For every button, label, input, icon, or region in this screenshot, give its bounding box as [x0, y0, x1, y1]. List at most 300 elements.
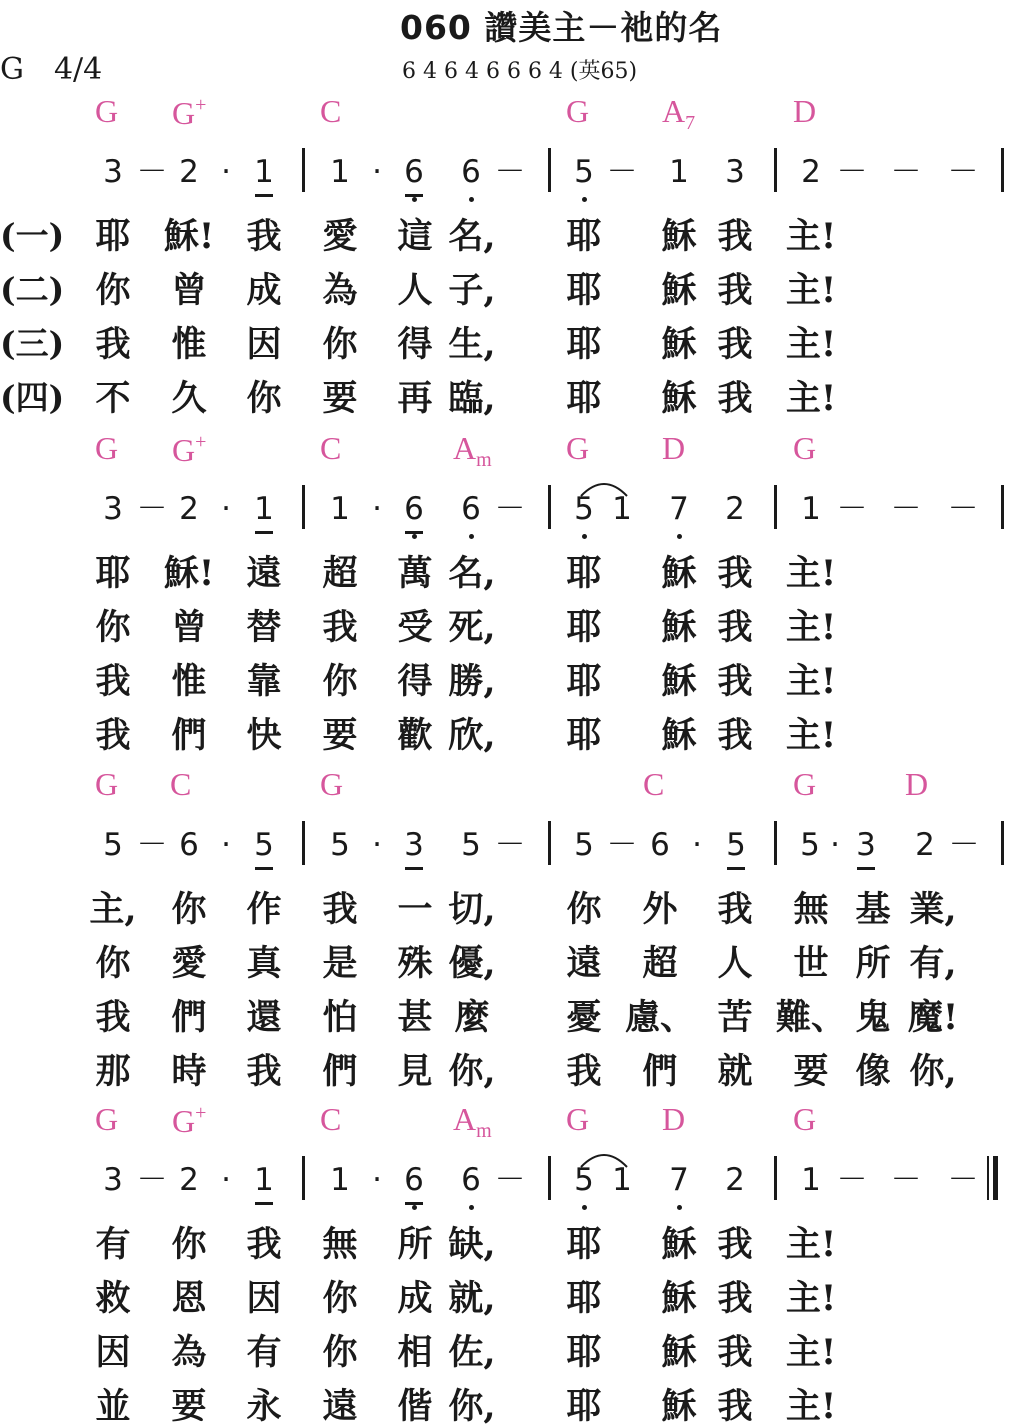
lyric-char: 得 [397, 324, 433, 365]
lyric-char: 你 [171, 889, 207, 930]
low-octave-dot [469, 534, 474, 539]
verse-label: (二) [0, 270, 65, 309]
lyric-char: 靠 [246, 661, 282, 702]
lyric-char: 我 [717, 216, 753, 257]
lyric-char: 耶 [95, 216, 131, 257]
lyric-char: 穌! [163, 216, 215, 257]
jianpu-note: 1 [612, 491, 632, 527]
chord-symbol: $A_7$ [662, 93, 696, 134]
lyric-char: 遠 [322, 1386, 358, 1427]
jianpu-note: － [136, 154, 168, 190]
lyric-char: 受 [397, 607, 433, 648]
jianpu-note: 2 [179, 154, 199, 190]
lyric-char: 就, [448, 1278, 496, 1319]
jianpu-note: 1 [330, 491, 350, 527]
chord-symbol: D [662, 1101, 686, 1137]
low-octave-dot [582, 1205, 587, 1210]
lyric-char: 歡 [397, 715, 433, 756]
jianpu-note: 1 [669, 154, 689, 190]
jianpu-note: － [836, 154, 868, 190]
lyric-char: 為 [322, 270, 358, 311]
lyric-char: 人 [397, 270, 433, 311]
lyric-char: 我 [95, 715, 131, 756]
chord-symbol: G [566, 93, 590, 129]
barline [1001, 485, 1004, 529]
lyric-char: 我 [717, 661, 753, 702]
lyric-char: 難、 [775, 997, 847, 1038]
slur-mark [578, 478, 630, 498]
lyric-char: 欣, [448, 715, 496, 756]
lyric-char: 替 [246, 607, 282, 648]
barline [302, 821, 305, 865]
lyric-char: 主! [785, 1278, 837, 1319]
lyric-char: 遠 [566, 943, 602, 984]
lyric-char: 我 [95, 997, 131, 1038]
jianpu-note: － [890, 154, 922, 190]
jianpu-note: · [221, 154, 231, 190]
key-time-signature: G 4/4 [0, 52, 103, 87]
chord-symbol: G [566, 1101, 590, 1137]
lyric-char: 穌 [661, 1332, 697, 1373]
lyric-char: 耶 [566, 661, 602, 702]
chord-symbol: C [320, 1101, 342, 1137]
barline [774, 485, 777, 529]
lyric-char: 是 [322, 943, 358, 984]
jianpu-note: 7 [669, 1162, 689, 1198]
jianpu-note: － [494, 154, 526, 190]
lyric-char: 這 [397, 216, 433, 257]
jianpu-note: － [136, 827, 168, 863]
note-underline [405, 867, 423, 870]
low-octave-dot [677, 534, 682, 539]
lyric-char: 穌 [661, 270, 697, 311]
lyric-char: 惟 [171, 661, 207, 702]
jianpu-note: 1 [801, 1162, 821, 1198]
lyric-char: 我 [322, 889, 358, 930]
lyric-char: 我 [566, 1051, 602, 1092]
lyric-char: 耶 [566, 1278, 602, 1319]
lyric-char: 曾 [171, 607, 207, 648]
lyric-char: 外 [642, 889, 678, 930]
lyric-char: 穌! [163, 553, 215, 594]
jianpu-note: 5 [800, 827, 820, 863]
jianpu-note: 2 [725, 1162, 745, 1198]
lyric-char: 我 [717, 378, 753, 419]
jianpu-note: － [947, 491, 979, 527]
jianpu-note: － [494, 491, 526, 527]
jianpu-note: 2 [179, 491, 199, 527]
lyric-char: 名, [448, 553, 496, 594]
lyric-char: 我 [717, 1224, 753, 1265]
lyric-char: 時 [171, 1051, 207, 1092]
lyric-char: 鬼 [855, 997, 891, 1038]
barline [548, 485, 551, 529]
chord-symbol: G [95, 93, 119, 129]
note-underline [857, 867, 875, 870]
jianpu-note: 5 [330, 827, 350, 863]
lyric-char: 你 [95, 607, 131, 648]
verse-label: (四) [0, 378, 65, 417]
lyric-char: 耶 [566, 378, 602, 419]
jianpu-note: － [947, 1162, 979, 1198]
lyric-char: 們 [322, 1051, 358, 1092]
lyric-char: 缺, [448, 1224, 496, 1265]
lyric-char: 穌 [661, 1224, 697, 1265]
lyric-char: 臨, [448, 378, 496, 419]
jianpu-note: 2 [915, 827, 935, 863]
slur-mark [578, 1149, 630, 1169]
lyric-char: 們 [171, 997, 207, 1038]
lyric-char: 我 [246, 1224, 282, 1265]
jianpu-note: 6 [404, 154, 424, 190]
chord-symbol: $A_m$ [453, 430, 492, 471]
barline [548, 1156, 551, 1200]
low-octave-dot [582, 534, 587, 539]
lyric-char: 主, [89, 889, 137, 930]
hymn-title: 060 讚美主－祂的名 [400, 8, 723, 47]
lyric-char: 遠 [246, 553, 282, 594]
lyric-char: 你 [95, 270, 131, 311]
lyric-char: 你 [322, 1278, 358, 1319]
jianpu-note: 5 [574, 1162, 594, 1198]
jianpu-note: 5 [726, 827, 746, 863]
lyric-char: 苦 [717, 997, 753, 1038]
lyric-char: 得 [397, 661, 433, 702]
barline [987, 1156, 989, 1200]
lyric-char: 那 [95, 1051, 131, 1092]
lyric-char: 再 [397, 378, 433, 419]
lyric-char: 恩 [171, 1278, 207, 1319]
barline [774, 148, 777, 192]
lyric-char: 穌 [661, 607, 697, 648]
jianpu-note: · [372, 154, 382, 190]
lyric-char: 見 [397, 1051, 433, 1092]
barline [1001, 148, 1004, 192]
barline [774, 821, 777, 865]
chord-symbol: G [793, 766, 817, 802]
jianpu-note: 1 [612, 1162, 632, 1198]
jianpu-note: 5 [574, 154, 594, 190]
lyric-char: 你, [448, 1386, 496, 1427]
note-underline [255, 867, 273, 870]
lyric-char: 超 [642, 943, 678, 984]
lyric-char: 超 [322, 553, 358, 594]
lyric-char: 子, [448, 270, 496, 311]
lyric-char: 所 [397, 1224, 433, 1265]
lyric-char: 你 [566, 889, 602, 930]
jianpu-note: 1 [330, 1162, 350, 1198]
jianpu-note: 3 [103, 154, 123, 190]
lyric-char: 像 [855, 1051, 891, 1092]
lyric-char: 耶 [566, 270, 602, 311]
verse-label: (一) [0, 216, 65, 255]
barline [302, 485, 305, 529]
lyric-char: 你 [322, 1332, 358, 1373]
lyric-char: 我 [717, 607, 753, 648]
jianpu-note: 7 [669, 491, 689, 527]
lyric-char: 甚 [397, 997, 433, 1038]
jianpu-note: · [372, 1162, 382, 1198]
low-octave-dot [677, 1205, 682, 1210]
lyric-char: 耶 [566, 1386, 602, 1427]
lyric-char: 麼 [454, 997, 490, 1038]
lyric-char: 主! [785, 216, 837, 257]
lyric-char: 名, [448, 216, 496, 257]
lyric-char: 耶 [566, 715, 602, 756]
lyric-char: 主! [785, 1386, 837, 1427]
lyric-char: 耶 [566, 607, 602, 648]
chord-symbol: G [320, 766, 344, 802]
lyric-char: 你, [909, 1051, 957, 1092]
jianpu-note: · [221, 491, 231, 527]
lyric-char: 世 [793, 943, 829, 984]
lyric-char: 你 [246, 378, 282, 419]
lyric-char: 耶 [566, 1332, 602, 1373]
lyric-char: 主! [785, 553, 837, 594]
lyric-char: 主! [785, 715, 837, 756]
chord-symbol: D [905, 766, 929, 802]
note-underline [255, 1202, 273, 1205]
lyric-char: 我 [717, 1278, 753, 1319]
lyric-char: 主! [785, 607, 837, 648]
low-octave-dot [582, 197, 587, 202]
jianpu-note: － [494, 1162, 526, 1198]
jianpu-note: 6 [461, 1162, 481, 1198]
jianpu-note: 2 [725, 491, 745, 527]
lyric-char: 久 [171, 378, 207, 419]
jianpu-note: 5 [574, 827, 594, 863]
chord-symbol: G [566, 430, 590, 466]
jianpu-note: 5 [254, 827, 274, 863]
lyric-char: 我 [717, 889, 753, 930]
low-octave-dot [469, 1205, 474, 1210]
lyric-char: 穌 [661, 1278, 697, 1319]
lyric-char: 你 [171, 1224, 207, 1265]
lyric-char: 愛 [171, 943, 207, 984]
lyric-char: 主! [785, 378, 837, 419]
low-octave-dot [412, 1205, 417, 1210]
lyric-char: 因 [246, 1278, 282, 1319]
jianpu-note: 3 [725, 154, 745, 190]
jianpu-note: 3 [103, 491, 123, 527]
lyric-char: 人 [717, 943, 753, 984]
chord-symbol: C [170, 766, 192, 802]
jianpu-note: － [947, 154, 979, 190]
jianpu-note: 6 [404, 491, 424, 527]
jianpu-note: 6 [404, 1162, 424, 1198]
lyric-char: 相 [397, 1332, 433, 1373]
lyric-char: 我 [246, 216, 282, 257]
lyric-char: 有 [246, 1332, 282, 1373]
jianpu-note: 2 [179, 1162, 199, 1198]
jianpu-note: 5 [574, 491, 594, 527]
chord-symbol: G+ [172, 94, 207, 131]
lyric-char: 要 [322, 378, 358, 419]
lyric-char: 穌 [661, 324, 697, 365]
lyric-char: 要 [322, 715, 358, 756]
jianpu-note: · [692, 827, 702, 863]
lyric-char: 耶 [566, 324, 602, 365]
meter-line: 6 4 6 4 6 6 6 4 (英65) [402, 59, 638, 84]
lyric-char: 愛 [322, 216, 358, 257]
jianpu-note: · [221, 1162, 231, 1198]
lyric-char: 因 [246, 324, 282, 365]
lyric-char: 我 [322, 607, 358, 648]
jianpu-note: 6 [461, 491, 481, 527]
lyric-char: 因 [95, 1332, 131, 1373]
jianpu-note: － [890, 1162, 922, 1198]
low-octave-dot [469, 197, 474, 202]
chord-symbol: G+ [172, 431, 207, 468]
jianpu-note: 1 [254, 491, 274, 527]
barline [1001, 821, 1004, 865]
lyric-char: 主! [785, 270, 837, 311]
jianpu-note: － [136, 491, 168, 527]
lyric-char: 生, [448, 324, 496, 365]
jianpu-note: · [372, 491, 382, 527]
chord-symbol: G [95, 1101, 119, 1137]
lyric-char: 快 [246, 715, 282, 756]
low-octave-dot [412, 197, 417, 202]
lyric-char: 你, [448, 1051, 496, 1092]
lyric-char: 們 [171, 715, 207, 756]
lyric-char: 耶 [566, 216, 602, 257]
lyric-char: 耶 [95, 553, 131, 594]
lyric-char: 我 [95, 661, 131, 702]
note-underline [255, 531, 273, 534]
lyric-char: 穌 [661, 715, 697, 756]
lyric-char: 就 [717, 1051, 753, 1092]
jianpu-note: · [221, 827, 231, 863]
chord-symbol: C [320, 93, 342, 129]
lyric-char: 勝, [448, 661, 496, 702]
lyric-char: 穌 [661, 216, 697, 257]
jianpu-note: 2 [801, 154, 821, 190]
jianpu-note: 6 [650, 827, 670, 863]
jianpu-note: － [836, 491, 868, 527]
lyric-char: 救 [95, 1278, 131, 1319]
lyric-char: 耶 [566, 553, 602, 594]
lyric-char: 萬 [397, 553, 433, 594]
lyric-char: 我 [717, 270, 753, 311]
verse-label: (三) [0, 324, 65, 363]
barline [302, 1156, 305, 1200]
lyric-char: 們 [642, 1051, 678, 1092]
lyric-char: 要 [171, 1386, 207, 1427]
jianpu-note: 6 [461, 154, 481, 190]
lyric-char: 主! [785, 1332, 837, 1373]
lyric-char: 真 [246, 943, 282, 984]
lyric-char: 主! [785, 324, 837, 365]
lyric-char: 主! [785, 1224, 837, 1265]
jianpu-note: 1 [330, 154, 350, 190]
lyric-char: 無 [322, 1224, 358, 1265]
lyric-char: 作 [246, 889, 282, 930]
lyric-char: 並 [95, 1386, 131, 1427]
lyric-char: 穌 [661, 1386, 697, 1427]
lyric-char: 成 [397, 1278, 433, 1319]
lyric-char: 成 [246, 270, 282, 311]
jianpu-note: 1 [254, 154, 274, 190]
barline [548, 821, 551, 865]
jianpu-note: － [890, 491, 922, 527]
final-barline [993, 1156, 998, 1200]
lyric-char: 有, [909, 943, 957, 984]
barline [302, 148, 305, 192]
jianpu-note: － [136, 1162, 168, 1198]
lyric-char: 怕 [322, 997, 358, 1038]
jianpu-note: 1 [801, 491, 821, 527]
lyric-char: 我 [95, 324, 131, 365]
lyric-char: 惟 [171, 324, 207, 365]
note-underline [255, 194, 273, 197]
jianpu-note: － [494, 827, 526, 863]
lyric-char: 我 [717, 1332, 753, 1373]
jianpu-note: 5 [461, 827, 481, 863]
lyric-char: 還 [246, 997, 282, 1038]
jianpu-note: 3 [856, 827, 876, 863]
chord-symbol: $A_m$ [453, 1101, 492, 1142]
chord-symbol: G [95, 430, 119, 466]
barline [548, 148, 551, 192]
lyric-char: 優, [448, 943, 496, 984]
chord-symbol: D [793, 93, 817, 129]
lyric-char: 有 [95, 1224, 131, 1265]
note-underline [727, 867, 745, 870]
jianpu-note: 1 [254, 1162, 274, 1198]
jianpu-note: － [606, 154, 638, 190]
chord-symbol: G [95, 766, 119, 802]
lyric-char: 永 [246, 1386, 282, 1427]
lyric-char: 穌 [661, 553, 697, 594]
jianpu-note: 3 [103, 1162, 123, 1198]
lyric-char: 死, [448, 607, 496, 648]
lyric-char: 一 [397, 889, 433, 930]
lyric-char: 穌 [661, 661, 697, 702]
lyric-char: 我 [717, 324, 753, 365]
lyric-char: 偕 [397, 1386, 433, 1427]
lyric-char: 你 [322, 661, 358, 702]
jianpu-note: 3 [404, 827, 424, 863]
chord-symbol: G [793, 1101, 817, 1137]
lyric-char: 不 [95, 378, 131, 419]
lyric-char: 你 [322, 324, 358, 365]
lyric-char: 殊 [397, 943, 433, 984]
barline [774, 1156, 777, 1200]
lyric-char: 要 [793, 1051, 829, 1092]
chord-symbol: C [643, 766, 665, 802]
lyric-char: 業, [909, 889, 957, 930]
lyric-char: 魔! [907, 997, 959, 1038]
jianpu-note: － [836, 1162, 868, 1198]
lyric-char: 所 [855, 943, 891, 984]
lyric-char: 我 [717, 553, 753, 594]
lyric-char: 穌 [661, 378, 697, 419]
lyric-char: 無 [793, 889, 829, 930]
lyric-char: 我 [717, 1386, 753, 1427]
jianpu-note: － [606, 827, 638, 863]
jianpu-note: 5 [103, 827, 123, 863]
lyric-char: 曾 [171, 270, 207, 311]
lyric-char: 憂 [566, 997, 602, 1038]
low-octave-dot [412, 534, 417, 539]
lyric-char: 慮、 [624, 997, 696, 1038]
lyric-char: 基 [855, 889, 891, 930]
chord-symbol: C [320, 430, 342, 466]
lyric-char: 你 [95, 943, 131, 984]
lyric-char: 切, [448, 889, 496, 930]
jianpu-note: － [948, 827, 980, 863]
